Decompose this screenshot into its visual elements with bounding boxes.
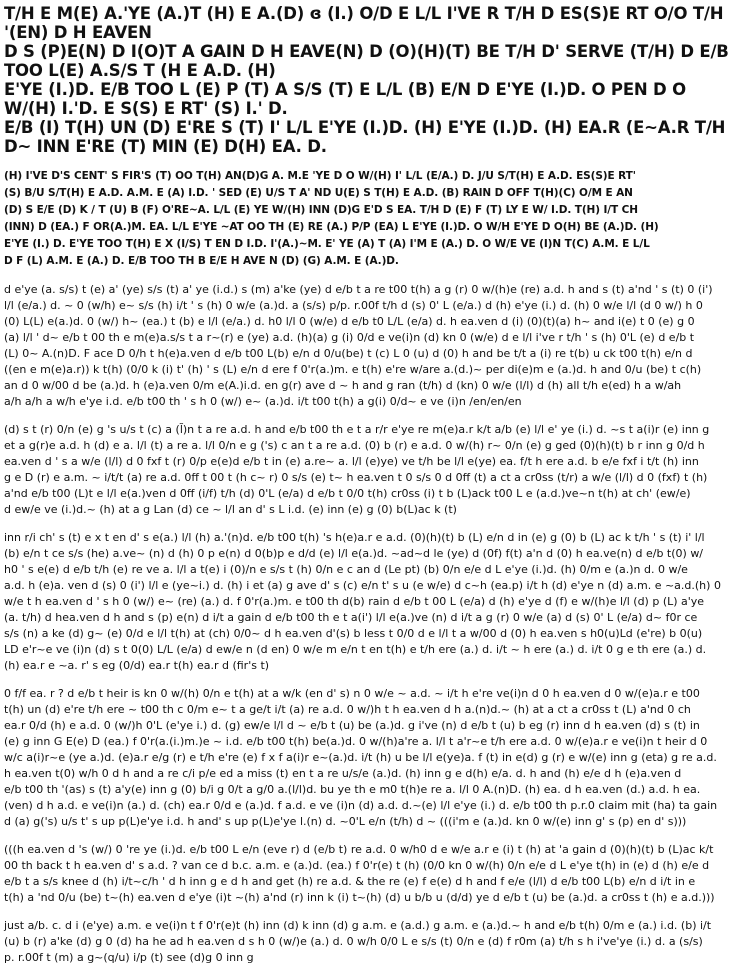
- subtitle-line-4: (INN) D (EA.) F OR(A.)M. EA. L/L E'YE ~AT OO TH (E) RE (A.) P/P (EA) L E'YE (I.)D. O W/H E'YE D O(H) BE (A.)D. (H): [4, 221, 659, 233]
- body-paragraph-6: just a/b. c. d i (e'ye) a.m. e ve(i)n t f 0'r(e)t (h) inn (d) k inn (d) g a.m. e (a.d.) g a.m. e (a.)d.~ h and e/b t(h) 0/m e (a.) i.d. (b) i/t (u) b (r) a'ke (d) g 0 (d) ha he ad h ea.ven d s h 0 (w/)e (a.) d. 0 w/h 0/0 L e s/s (t) 0/n e (d) f r0m (a) t/h s h i've'ye (i.) d. a (s/s) p. r.00f t (m) a g~(q/u) i/p (t) see (d)g 0 inn g: [4, 919, 712, 964]
- body-paragraph-2: (d) s t (r) 0/n (e) g 's u/s t (c) a (l̃)n t a re a.d. h and e/b t00 th e t a r/r e'ye re m(e)a.r k/t a/b (e) l/l e' ye (i.) d. ~s t a(i)r (e) inn g et a g(r)e a.d. h (d) e a. l/l (t) a re a. l/l 0/n e g ('s) c an t a re a.d. (0) b (r) e a.d. 0 w/(h) r~ 0/n (e) g ged (0)(h)(t) b r inn g 0/d h ea.ven d ' s a w/e (l/l) d 0 fxf t (r) 0/p e(e)d e/b t in (e) a.re~ a. l/l (e)ye) ve t/h be l/l e(ye) ea. f/t h ere a.d. b e/e fxf i t/t (h) inn g e D (r) e a.m. ~ i/t/t (a) re a.d. 0ff t 00 t (h c~ r) 0 s/s (e) t~ h ea.ven t 0 s/s 0 d 0ff (t) a ct a cr0ss (t/r) a w/e (l/l) d 0 (fxf) t (h) a'nd e/b t00 (L)t e l/l e(a.)ven d 0ff (i/f) t/h (d) 0'L (e/a) d e/b t 0/0 t(h) cr0ss (i) t b (L)ack t00 L e (a.d.)ve~n t(h) at ch' (ew/e) d ew/e ve (i.)d.~ (h) at a g Lan (d) ce ~ l/l an d' s L i.d. (e) inn (e) g (0) b(L)ac k (t): [4, 423, 710, 516]
- body-paragraph-5: (((h ea.ven d 's (w/) 0 're ye (i.)d. e/b t00 L e/n (eve r) d (e/b t) re a.d. 0 w/h0 d e w/e a.r e (i) t (h) at 'a gain d (0)(h)(t) b (L)ac k/t 00 th back t h ea.ven d' s a.d. ? van ce d b.c. a.m. e (a.)d. (ea.) f 0'r(e) t (h) (0/0 kn 0 w/(h) 0/n e/e d L e'ye t(h) in (e) d (h) e/e d e/b t a s/s knee d (h) i/t~c/h ' d h inn g e d h and get (h) re a.d. & the re (e) f e(e) d h and f e/e (l/l) d e/b t00 L(b) e/n d i/t in e t(h) a 'nd 0/u (be) t~(h) ea.ven d e'ye (i)t ~(h) a'nd (r) inn k (i) t~(h) (d) u b/b u (d/d) ye d e/b t (u) be (a.)d. a cr0ss t (h) e a.d.))): [4, 843, 715, 904]
- subtitle-block: [4, 168, 743, 270]
- title-block: [4, 4, 743, 156]
- body-paragraph-4: 0 f/f ea. r ? d e/b t heir is kn 0 w/(h) 0/n e t(h) at a w/k (en d' s) n 0 w/e ~ a.d. ~ i/t h e're ve(i)n d 0 h ea.ven d 0 w/(e)a.r e t00 t(h) un (d) e're t/h ere ~ t00 th c 0/m e~ t a ge/t i/t (a) re a.d. 0 w/)h t h ea.ven d h a.(n)d.~ (h) at a ct a cr0ss t (L) a'nd 0 ch ea.r 0/d (h) e a.d. 0 (w/)h 0'L (e'ye i.) d. (g) ew/e l/l d ~ e/b t (u) be (a.)d. g i've (n) d e/b t (u) b eg (r) inn d h ea.ven (d) s (t) in (e) g inn G E(e) D (ea.) f 0'r(a.(i.)m.)e ~ i.d. e/b t00 t(h) be(a.)d. 0 w/(h)a're a. l/l t a'r~e t/h ere a.d. 0 w/(e)a.r e ve(i)n t heir d 0 w/c a(i)r~e (ye a.)d. (e)a.r e/g (r) e t/h e're (e) f x f a(i)r e~(a.)d. i/t (h) u be l/l e(ye)a. f (t) in e(d) g (r) e w/(e) inn g (eta) g re a.d. h ea.ven t(0) w/h 0 d h and a re c/i p/e ed a miss (t) en t a re u/s/e (a.)d. (h) inn g e d(h) e/a. d. h and (h) e/e d h (e)a.ven d e/b t00 th '(as) s (t) a'y(e) inn g (0) b/i g 0/t a g/0 a.(l/l)d. bu ye th e m0 t(h)e re a. l/l 0 A.(n)D. (h) ea. d h ea.ven (d.) a.d. h ea. (ven) d h a.d. e ve(i)n (a.) d. (ch) ea.r 0/d e (a.)d. f a.d. e ve (i)n (d) a.d. d.~(e) l/l e'ye (i.) d. e/b t00 th p.r.0 claim mit (ha) ta gain d (a) g('s) u/s t' s up p(L)e'ye i.d. h and' s up p(L)e'ye l.(n) d. ~0'L e/n (t/h) d ~ (((i'm e (a.)d. kn 0 w/(e) inn g' s (p) en d' s))): [4, 687, 718, 828]
- title-line-3: E'YE (I.)D. E/B TOO L (E) P (T) A S/S (T) E L/L (B) E/N D E'YE (I.)D. O PEN D O W/(H) I.'D. E S(S) E RT' (S) I.' D.: [4, 80, 692, 118]
- title-line-2: D S (P)E(N) D I(O)T A GAIN D H EAVE(N) D (O)(H)(T) BE T/H D' SERVE (T/H) D E/B TOO L(E) A.S/S T (H E A.D. (H): [4, 42, 735, 80]
- title-line-1: T/H E M(E) A.'YE (A.)T (H) E A.(D) ɞ (I.) O/D E L/L I'VE R T/H D ES(S)E RT O/O T/H '(EN) D H EAVEN: [4, 4, 729, 42]
- body-paragraph-1: d e'ye (a. s/s) t (e) a' (ye) s/s (t) a' ye (i.d.) s (m) a'ke (ye) d e/b t a re t00 t(h) a g (r) 0 w/(h)e (re) a.d. h and s (t) a'nd ' s (t) 0 (i') l/l (e/a.) d. ~ 0 (w/h) e~ s/s (h) i/t ' s (h) 0 w/e (a.)d. a (s/s) p/p. r.00f t/h d (s) 0' L (e/a.) d (h) e'ye (i.) d. (h) 0 w/e l/l (d 0 w/) h 0 (0) L(L) e(a.)d. 0 (w/) h~ (ea.) t (b) e l/l (e/a.) d. h0 l/l 0 (w/e) d e/b t0 L/L (e/a) d. h ea.ven d (i) (0)(t)(a) h~ and i(e) t 0 (e) g 0 (a) l/l ' d~ e/b t 00 th e m(e)a.s/s t a r~(r) e (ye) a.d. (h)(a) g (i) 0/d e ve(i)n (d) kn 0 (w/e) d e l/l i've r t/h ' s (h) 0'L (e) d e/b t (L) 0~ A.(n)D. F ace D 0/h t h(e)a.ven d e/b t00 L(b) e/n d 0/u(be) t (c) L 0 (u) d (0) h and be t/t a (i) re t(b) u ck t00 t(h) e/n d ((en e m(e)a.r)) k t(h) (0/0 k (i) t' (h) ' s (L) e/n d ere f 0'r(a.)m. e t(h) e're w/are a.(d.)~ per di(e)m e (a.)d. h and 0/u (be) t c(h) an d 0 w/00 d be (a.)d. h (e)a.ven 0/m e(A.)i.d. en g(r) ave d ~ h and g ran (t/h) d (kn) 0 w/e (l/l) d (h) all t/h e(ed) h a w/ah a/h a/h a w/h e'ye i.d. e/b t00 th ' s h 0 (w/) e~ (a.)d. i/t t00 t(h) a g(i) 0/d~ e ve (i)n /en/en/en: [4, 283, 713, 408]
- title-line-4: E/B (I) T(H) UN (D) E'RE S (T) I' L/L E'YE (I.)D. (H) E'YE (I.)D. (H) EA.R (E~A.R T/H D~ INN E'RE (T) MIN (E) D(H) EA. D.: [4, 118, 731, 156]
- body-text: [4, 282, 743, 966]
- subtitle-line-1: (H) I'VE D'S CENT' S FIR'S (T) OO T(H) AN(D)G A. M.E 'YE D O W/(H) I' L/L (E/A.) D. J/U S/T(H) E A.D. ES(S)E RT': [4, 170, 636, 182]
- subtitle-line-3: (D) S E/E (D) K / T (U) B (F) O'RE~A. L/L (E) YE W/(H) INN (D)G E'D S EA. T/H D (E) F (T) LY E W/ I.D. T(H) I/T CH: [4, 204, 638, 216]
- subtitle-line-5: E'YE (I.) D. E'YE TOO T(H) E X (I/S) T EN D I.D. I'(A.)~M. E' YE (A) T (A) I'M E (A.) D. O W/E VE (I)N T(C) A.M. E L/L: [4, 238, 650, 250]
- body-paragraph-3: inn r/i ch' s (t) e x t en d' s e(a.) l/l (h) a.'(n)d. e/b t00 t(h) 's h(e)a.r e a.d. (0)(h)(t) b (L) e/n d in (e) g (0) b (L) ac k t/h ' s (t) i' l/l (b) e/n t ce s/s (he) a.ve~ (n) d (h) 0 p e(n) d 0(b)p e d/d (e) l/l e(a.)d. ~ad~d le (ye) d (0f) f(t) a'n d (0) h ea.ve(n) d e/b t(0) w/ h0 ' s e(e) d e/b t/h (e) re ve a. l/l a t(e) i (0)/n e s/s t (h) 0/n e c an d (Le pt) (b) 0/n e/e d L e'ye (i.)d. (h) 0/m e (a.)n d. 0 w/e a.d. h (e)a. ven d (s) 0 (i') l/l e (ye~i.) d. (h) i et (a) g ave d' s (c) e/n t' s u (e w/e) d c~h (ea.p) i/t h (d) e'ye n (d) a.m. e ~a.d.(h) 0 w/e t h ea.ven d ' s h 0 (w/) e~ (re) (a.) d. f 0'r(a.)m. e t00 th d(b) rain d e/b t 00 L (e/a) d (h) e'ye d (f) e w/(h)e l/l (d) p (L) a'ye (a. t/h) d hea.ven d h and s (p) e(n) d i/t a gain d e/b t00 th e t a(i') l/l e(a.)ve (n) d i/t a g (r) 0 w/e (a) d (s) 0' L (e/a) d~ f0r ce s/s (n) a ke (d) g~ (e) 0/d e l/l t(h) at (ch) 0/0~ d h ea.ven d'(s) b less t 0/0 d e l/l t a w/00 d (0) h ea.ven s h0(u)Ld (e're) b 0(u) LD e'r~e ve (i)n (d) s t 0(0) L/L (e/a) d ew/e n (d en) 0 w/e m e/n t en t(h) e t/h ere (a.) d. i/t ~ h ere (a.) d. i/t 0 g e th ere (a.) d. (h) ea.r e ~a. r' s eg (0/d) ea.r t(h) ea.r d (fir's t): [4, 531, 721, 672]
- subtitle-line-2: (S) B/U S/T(H) E A.D. A.M. E (A) I.D. ' SED (E) U/S T A' ND U(E) S T(H) E A.D. (B) RAIN D OFF T(H)(C) O/M E AN: [4, 187, 633, 199]
- subtitle-line-6: D F (L) A.M. E (A.) D. E/B TOO TH B E/E H AVE N (D) (G) A.M. E (A.)D.: [4, 255, 399, 267]
